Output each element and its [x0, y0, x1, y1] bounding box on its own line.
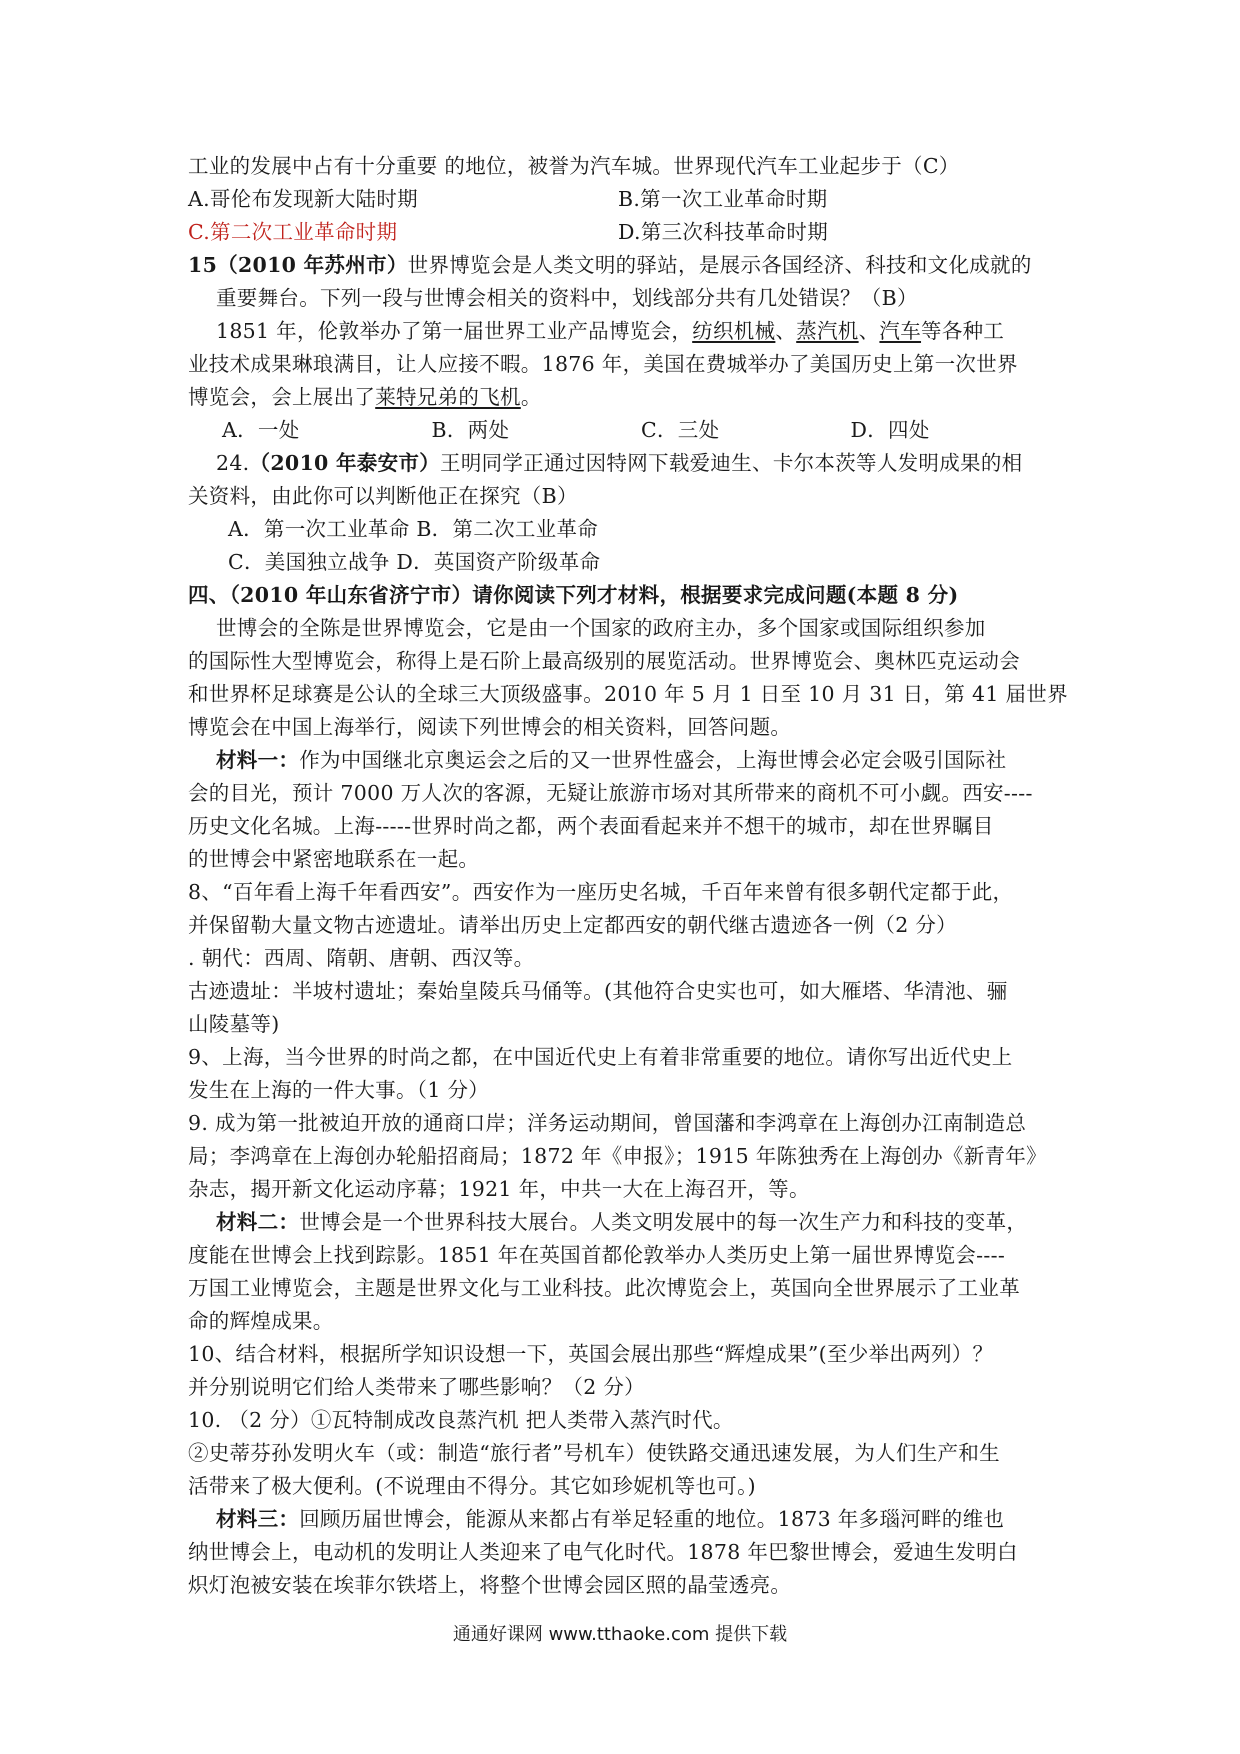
q24-source: （2010 年泰安市） — [249, 451, 441, 475]
material2-line4: 命的辉煌成果。 — [188, 1309, 334, 1333]
separator: 、 — [858, 319, 880, 343]
material3-line3: 炽灯泡被安装在埃菲尔铁塔上，将整个世博会园区照的晶莹透亮。 — [188, 1573, 792, 1597]
underlined-automobile: 汽车 — [879, 319, 922, 343]
material2-line3: 万国工业博览会，主题是世界文化与工业科技。此次博览会上，英国向全世界展示了工业革 — [188, 1276, 1020, 1300]
a8-line1: . 朝代：西周、隋朝、唐朝、西汉等。 — [188, 946, 535, 970]
q24-stem-line2: 关资料，由此你可以判断他正在探究（B） — [188, 484, 578, 508]
material1-line4: 的世博会中紧密地联系在一起。 — [188, 847, 480, 871]
material2-line1 — [188, 1206, 1060, 1239]
q15-options — [188, 414, 1060, 447]
q15-passage-line3 — [188, 381, 1060, 414]
material2-label: 材料二： — [216, 1210, 300, 1234]
material2-text: 世博会是一个世界科技大展台。人类文明发展中的每一次生产力和科技的变革， — [299, 1210, 1028, 1234]
q15-stem-line1 — [188, 249, 1060, 282]
q15-passage-text: 博览会，会上展出了 — [188, 385, 376, 409]
q14-stem: 工业的发展中占有十分重要 的地位，被誉为汽车城。世界现代汽车工业起步于（C） — [188, 154, 960, 178]
q15-passage-text: 1851 年，伦敦举办了第一届世界工业产品博览会， — [216, 319, 693, 343]
q8-line2: 并保留勒大量文物古迹遗址。请举出历史上定都西安的朝代继古遗迹各一例（2 分） — [188, 913, 957, 937]
a10-line1: 10. （2 分）①瓦特制成改良蒸汽机 把人类带入蒸汽时代。 — [188, 1408, 734, 1432]
part4-intro-line4: 博览会在中国上海举行，阅读下列世博会的相关资料，回答问题。 — [188, 715, 792, 739]
material3-label: 材料三： — [216, 1507, 300, 1531]
material2-line2: 度能在世博会上找到踪影。1851 年在英国首都伦敦举办人类历史上第一届世界博览会---- — [188, 1243, 1006, 1267]
q15-option-b: B．两处 — [431, 418, 510, 442]
a9-line3: 杂志，揭开新文化运动序幕；1921 年，中共一大在上海召开，等。 — [188, 1177, 810, 1201]
q10-line1: 10、结合材料，根据所学知识设想一下，英国会展出那些“辉煌成果”(至少举出两列）？ — [188, 1342, 994, 1366]
q14-options-row2 — [188, 216, 1060, 249]
q24-stem-text1: 王明同学正通过因特网下载爱迪生、卡尔本茨等人发明成果的相 — [440, 451, 1023, 475]
material3-line2: 纳世博会上，电动机的发明让人类迎来了电气化时代。1878 年巴黎世博会，爱迪生发明白 — [188, 1540, 1018, 1564]
page-footer: 通通好课网 www.tthaoke.com 提供下载 — [452, 1624, 788, 1645]
a8-line2: 古迹遗址：半坡村遗址；秦始皇陵兵马俑等。(其他符合史实也可，如大雁塔、华清池、骊 — [188, 979, 1008, 1003]
material1-text: 作为中国继北京奥运会之后的又一世界性盛会，上海世博会必定会吸引国际社 — [299, 748, 1007, 772]
a8-line3: 山陵墓等) — [188, 1012, 280, 1036]
material1-line1 — [188, 744, 1060, 777]
part4-heading: 四、（2010 年山东省济宁市）请你阅读下列才材料，根据要求完成问题(本题 8 分) — [188, 583, 959, 607]
underlined-textile-machinery: 纺织机械 — [692, 319, 776, 343]
q14-option-d: D.第三次科技革命时期 — [618, 220, 829, 244]
separator: 、 — [775, 319, 797, 343]
q15-option-d: D．四处 — [850, 418, 930, 442]
a10-line2: ②史蒂芬孙发明火车（或：制造“旅行者”号机车）使铁路交通迅速发展，为人们生产和生 — [188, 1441, 1000, 1465]
material1-label: 材料一： — [216, 748, 300, 772]
q15-number: 15 — [188, 253, 218, 277]
q24-options-cd: C．美国独立战争 D．英国资产阶级革命 — [228, 550, 601, 574]
material3-text: 回顾历届世博会，能源从来都占有举足轻重的地位。1873 年多瑙河畔的维也 — [299, 1507, 1005, 1531]
q9-line2: 发生在上海的一件大事。（1 分） — [188, 1078, 490, 1102]
q14-option-a: A.哥伦布发现新大陆时期 — [188, 187, 418, 211]
q9-line1: 9、上海，当今世界的时尚之都，在中国近代史上有着非常重要的地位。请你写出近代史上 — [188, 1045, 1013, 1069]
q14-options-row1 — [188, 183, 1060, 216]
material1-line3: 历史文化名城。上海-----世界时尚之都，两个表面看起来并不想干的城市，却在世界瞩目 — [188, 814, 994, 838]
q15-source: （2010 年苏州市） — [217, 253, 408, 277]
underlined-wright-airplane: 莱特兄弟的飞机 — [375, 385, 521, 409]
q14-option-b: B.第一次工业革命时期 — [618, 187, 828, 211]
q15-passage-line2: 业技术成果琳琅满目，让人应接不暇。1876 年，美国在费城举办了美国历史上第一次世界 — [188, 352, 1018, 376]
q15-passage-text: 。 — [520, 385, 542, 409]
q15-passage-text: 等各种工 — [921, 319, 1005, 343]
q24-options-ab: A．第一次工业革命 B．第二次工业革命 — [228, 517, 599, 541]
part4-intro-line1: 世博会的全陈是世界博览会，它是由一个国家的政府主办，多个国家或国际组织参加 — [216, 616, 986, 640]
underlined-steam-engine: 蒸汽机 — [796, 319, 859, 343]
a9-line2: 局；李鸿章在上海创办轮船招商局；1872 年《申报》；1915 年陈独秀在上海创办《新青年》 — [188, 1144, 1047, 1168]
a10-line3: 活带来了极大便利。(不说理由不得分。其它如珍妮机等也可。) — [188, 1474, 756, 1498]
part4-intro-line2: 的国际性大型博览会，称得上是石阶上最高级别的展览活动。世界博览会、奥林匹克运动会 — [188, 649, 1020, 673]
material3-line1 — [188, 1503, 1060, 1536]
material1-line2: 会的目光，预计 7000 万人次的客源，无疑让旅游市场对其所带来的商机不可小觑。西安---- — [188, 781, 1033, 805]
part4-intro-line3: 和世界杯足球赛是公认的全球三大顶级盛事。2010 年 5 月 1 日至 10 月 31 日，第 41 届世界 — [188, 682, 1068, 706]
q15-option-a: A．一处 — [222, 418, 300, 442]
q24-number: 24. — [216, 451, 250, 475]
q14-option-c-answer: C.第二次工业革命时期 — [188, 220, 398, 244]
q8-line1: 8、“百年看上海千年看西安”。西安作为一座历史名城，千百年来曾有很多朝代定都于此， — [188, 880, 1014, 904]
q15-stem-text1: 世界博览会是人类文明的驿站，是展示各国经济、科技和文化成就的 — [407, 253, 1032, 277]
q15-stem-line2: 重要舞台。下列一段与世博会相关的资料中，划线部分共有几处错误？（B） — [216, 286, 918, 310]
q15-passage-line1 — [188, 315, 1060, 348]
q24-stem-line1 — [188, 447, 1060, 480]
q15-option-c: C．三处 — [641, 418, 720, 442]
q10-line2: 并分别说明它们给人类带来了哪些影响？（2 分） — [188, 1375, 645, 1399]
a9-line1: 9. 成为第一批被迫开放的通商口岸；洋务运动期间，曾国藩和李鸿章在上海创办江南制造总 — [188, 1111, 1027, 1135]
